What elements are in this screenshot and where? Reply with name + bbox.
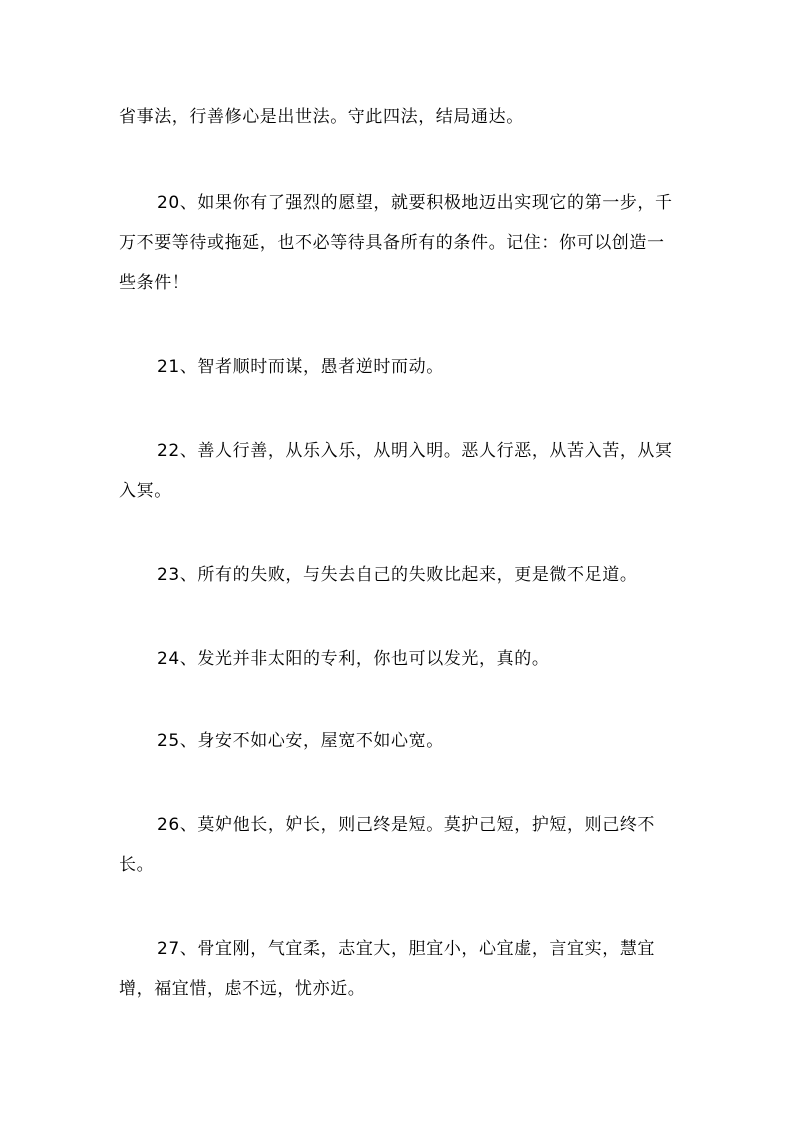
- paragraph-item-23: 23、所有的失败，与失去自己的失败比起来，更是微不足道。: [157, 565, 638, 585]
- paragraph-item-26: 26、莫妒他长，妒长，则己终是短。莫护己短，护短，则己终不长。: [119, 815, 656, 875]
- paragraph-item-22: 22、善人行善，从乐入乐，从明入明。恶人行恶，从苦入苦，从冥入冥。: [119, 441, 673, 501]
- paragraph-item-25: 25、身安不如心安，屋宽不如心宽。: [157, 731, 444, 751]
- paragraph-item-24: 24、发光并非太阳的专利，你也可以发光，真的。: [157, 649, 550, 669]
- paragraph-item-21: 21、智者顺时而谋，愚者逆时而动。: [157, 357, 444, 377]
- paragraph-item-27: 27、骨宜刚，气宜柔，志宜大，胆宜小，心宜虚，言宜实，慧宜增，福宜惜，虑不远，忧亦近。: [119, 939, 656, 999]
- paragraph-continuation: 省事法，行善修心是出世法。守此四法，结局通达。: [119, 107, 524, 127]
- paragraph-item-20: 20、如果你有了强烈的愿望，就要积极地迈出实现它的第一步，千万不要等待或拖延，也不必等待具备所有的条件。记住：你可以创造一些条件！: [119, 193, 673, 293]
